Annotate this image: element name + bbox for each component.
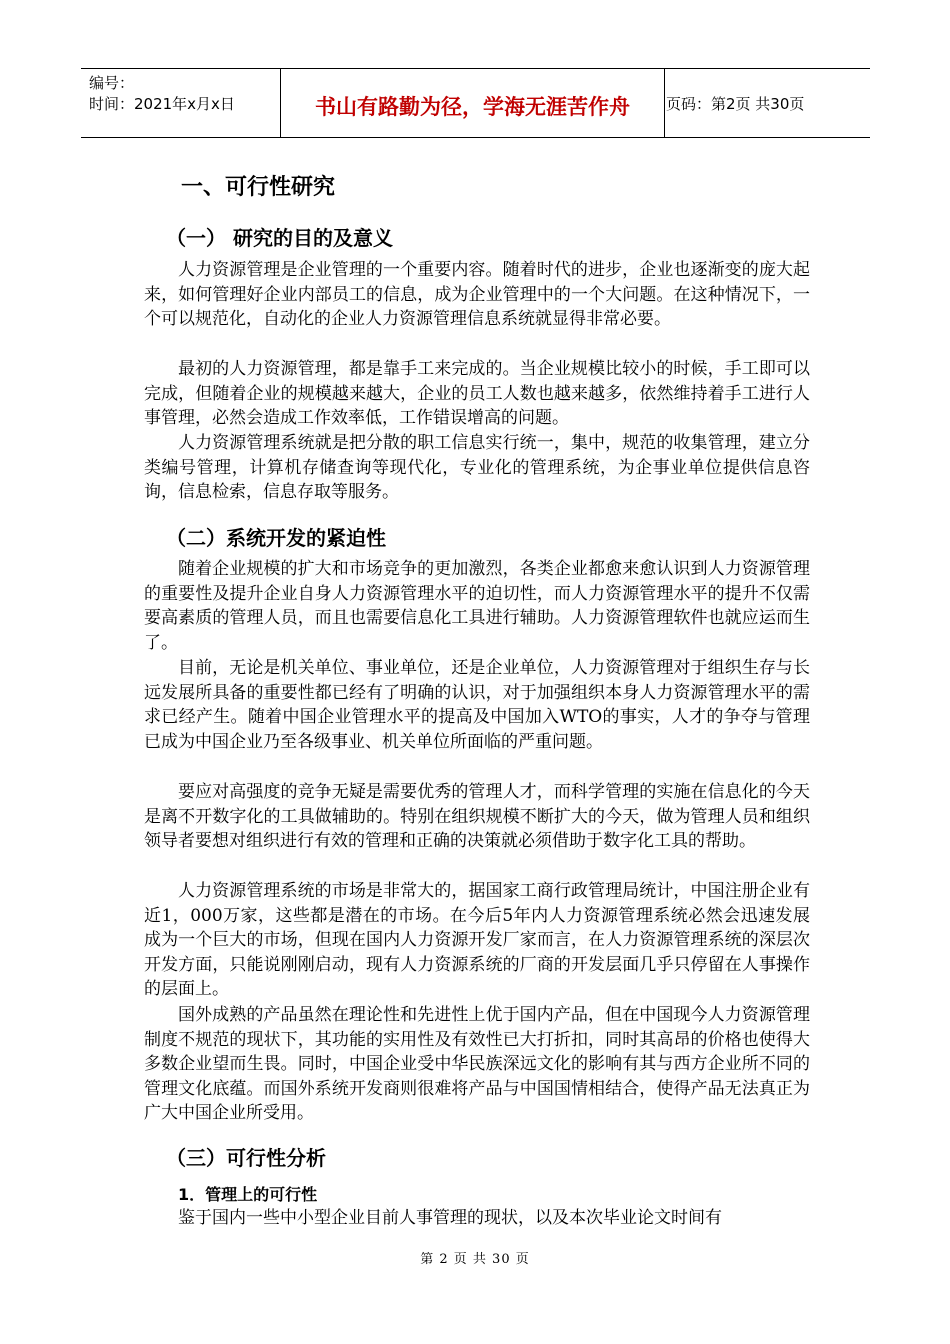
subsection-title: （一） 研究的目的及意义	[166, 226, 393, 250]
header-number: 编号：	[89, 74, 135, 92]
section-title: 一、可行性研究	[181, 175, 336, 200]
paragraph: 最初的人力资源管理，都是靠手工来完成的。当企业规模比较小的时候，手工即可以完成，但随着企业的规模越来越大，企业的员工人数也越来越多，依然维持着手工进行人事管理，必然会造成工作效率低，工作错误增高的问题。	[144, 359, 810, 429]
paragraph: 要应对高强度的竞争无疑是需要优秀的管理人才，而科学管理的实施在信息化的今天是离不开数字化的工具做辅助的。特别在组织规模不断扩大的今天，做为管理人员和组织领导者要想对组织进行有效的管理和正确的决策就必须借助于数字化工具的帮助。	[144, 782, 810, 852]
header-meta	[89, 73, 235, 115]
paragraph: 鉴于国内一些中小型企业目前人事管理的现状，以及本次毕业论文时间有	[178, 1208, 722, 1228]
header-divider	[664, 69, 665, 137]
page-header	[81, 68, 870, 138]
header-page-number: 页码：第2页 共30页	[666, 95, 805, 113]
page-footer: 第 2 页 共 30 页	[420, 1252, 530, 1267]
header-motto: 书山有路勤为径，学海无涯苦作舟	[315, 95, 630, 119]
header-date: 时间：2021年x月x日	[89, 95, 235, 113]
paragraph: 随着企业规模的扩大和市场竞争的更加激烈，各类企业都愈来愈认识到人力资源管理的重要性及提升企业自身人力资源管理水平的迫切性，而人力资源管理水平的提升不仅需要高素质的管理人员，而且也需要信息化工具进行辅助。人力资源管理软件也就应运而生了。	[144, 559, 810, 653]
subsection-title: （二）系统开发的紧迫性	[166, 526, 386, 550]
paragraph: 国外成熟的产品虽然在理论性和先进性上优于国内产品，但在中国现今人力资源管理制度不规范的现状下，其功能的实用性及有效性已大打折扣，同时其高昂的价格也使得大多数企业望而生畏。同时，中国企业受中华民族深远文化的影响有其与西方企业所不同的管理文化底蕴。而国外系统开发商则很难将产品与中国国情相结合，使得产品无法真正为广大中国企业所受用。	[144, 1005, 810, 1124]
paragraph: 目前，无论是机关单位、事业单位，还是企业单位，人力资源管理对于组织生存与长远发展所具备的重要性都已经有了明确的认识，对于加强组织本身人力资源管理水平的需求已经产生。随着中国企业管理水平的提高及中国加入WTO的事实，人才的争夺与管理已成为中国企业乃至各级事业、机关单位所面临的严重问题。	[144, 658, 810, 752]
subsection-title: （三）可行性分析	[166, 1146, 326, 1170]
paragraph: 人力资源管理系统的市场是非常大的，据国家工商行政管理局统计，中国注册企业有近1，000万家，这些都是潜在的市场。在今后5年内人力资源管理系统必然会迅速发展成为一个巨大的市场，但现在国内人力资源开发厂家而言，在人力资源管理系统的深层次开发方面，只能说刚刚启动，现有人力资源系统的厂商的开发层面几乎只停留在人事操作的层面上。	[144, 881, 810, 1000]
paragraph: 人力资源管理是企业管理的一个重要内容。随着时代的进步，企业也逐渐变的庞大起来，如何管理好企业内部员工的信息，成为企业管理中的一个大问题。在这种情况下，一个可以规范化，自动化的企业人力资源管理信息系统就显得非常必要。	[144, 260, 810, 330]
subsubsection-title: 1．管理上的可行性	[178, 1185, 318, 1204]
paragraph: 人力资源管理系统就是把分散的职工信息实行统一，集中，规范的收集管理，建立分类编号管理，计算机存储查询等现代化，专业化的管理系统，为企事业单位提供信息咨询，信息检索，信息存取等服务。	[144, 433, 810, 503]
